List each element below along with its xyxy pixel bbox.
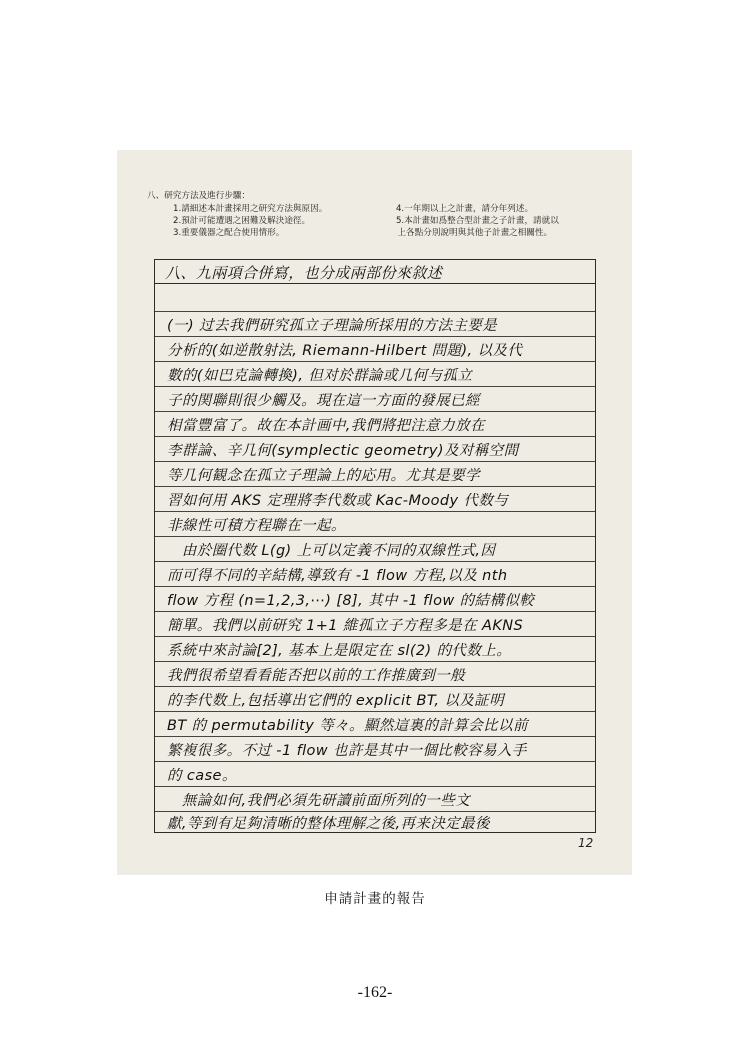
handwritten-line: 李群論、辛几何(symplectic geometry)及对稱空間 [167,443,519,459]
handwritten-line: 而可得不同的辛結構,導致有 -1 flow 方程,以及 nth [167,568,508,584]
handwritten-line: 簡單。我們以前研究 1+1 維孤立子方程多是在 AKNS [167,618,524,634]
ruled-line [155,336,595,337]
handwritten-line: 分析的(如逆散射法, Riemann-Hilbert 問題), 以及代 [167,343,523,359]
handwritten-line: 我們很希望看看能否把以前的工作推廣到一般 [167,668,465,684]
form-section-title: 八、研究方法及進行步驟： [147,191,251,201]
handwritten-line: 習如何用 AKS 定理將李代数或 Kac-Moody 代数与 [167,493,509,509]
ruled-line [155,486,595,487]
handwritten-line: 非線性可積方程聯在一起。 [167,518,346,534]
ruled-line [155,511,595,512]
instruction-item: 1.請細述本計畫採用之研究方法與原因。 [173,204,328,214]
handwritten-line: 數的(如巴克論轉換), 但对於群論或几何与孤立 [167,368,473,384]
handwritten-line: (一) 过去我們研究孤立子理論所採用的方法主要是 [167,318,498,334]
handwritten-line: 由於圈代数 L(g) 上可以定義不同的双線性式,因 [167,543,496,559]
ruled-line [155,586,595,587]
form-instructions [147,190,617,239]
handwritten-line: 等几何観念在孤立子理論上的応用。尤其是要学 [167,468,480,484]
ruled-line [155,686,595,687]
ruled-line [155,461,595,462]
ruled-line [155,711,595,712]
instruction-item: 上各點分別說明與其他子計畫之相關性。 [397,228,553,238]
handwritten-line: 獻,等到有足夠清晰的整体理解之後,再来決定最後 [167,816,490,832]
handwritten-line: 的 case。 [167,768,237,784]
ruled-line [155,786,595,787]
handwritten-line: 子的関聯則很少觸及。現在這一方面的發展已經 [167,393,480,409]
handwritten-page-number: 12 [578,836,594,850]
ruled-line [155,736,595,737]
ruled-line [155,636,595,637]
instruction-item: 4.一年期以上之計畫，請分年列述。 [395,204,534,214]
instruction-item: 2.預計可能遭遇之困難及解決途徑。 [173,216,311,226]
ruled-line [155,661,595,662]
handwritten-line: 相當豐富了。故在本計画中,我們將把注意力放在 [167,418,485,434]
ruled-line [155,761,595,762]
page-caption: 申請計畫的報告 [324,891,426,907]
ruled-line [155,311,595,312]
heading-divider [155,283,595,284]
ruled-line [155,361,595,362]
footer-page-number: -162- [357,984,393,1001]
ruled-line [155,561,595,562]
handwritten-line: 的李代数上,包括導出它們的 explicit BT, 以及証明 [167,693,504,709]
ruled-line [155,611,595,612]
handwritten-content-box [154,259,596,833]
ruled-line [155,536,595,537]
handwritten-line: 無論如何,我們必須先研讀前面所列的一些文 [167,793,471,809]
handwritten-line: 系統中來討論[2], 基本上是限定在 sl(2) 的代数上。 [167,643,512,659]
handwritten-line: BT 的 permutability 等々。顯然這裏的計算会比以前 [167,718,528,734]
ruled-line [155,411,595,412]
ruled-line [155,386,595,387]
section-heading: 八、九兩項合併寫，也分成兩部份來敘述 [165,264,443,282]
instruction-item: 3.重要儀器之配合使用情形。 [173,228,285,238]
ruled-line [155,436,595,437]
instruction-item: 5.本計畫如爲整合型計畫之子計畫，請就以 [395,216,559,226]
handwritten-line: 繁複很多。不过 -1 flow 也許是其中一個比較容易入手 [167,743,527,759]
handwritten-line: flow 方程 (n=1,2,3,⋯) [8], 其中 -1 flow 的結構似較 [167,593,535,609]
